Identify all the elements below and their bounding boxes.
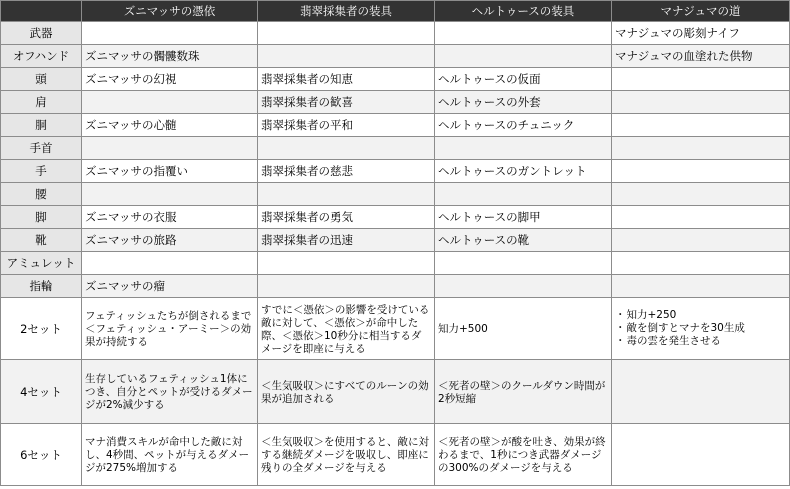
item-cell: 翡翠採集者の迅速 (258, 229, 435, 252)
bonus-text: 毒の雲を発生させる (626, 335, 721, 347)
item-cell (258, 45, 435, 68)
set-bonus-row-4 (1, 360, 790, 424)
set-bonus-cell: 知力+500 (435, 298, 612, 360)
slot-row-amulet (1, 252, 790, 275)
set-bonus-label: 4セット (1, 360, 82, 424)
item-cell (612, 229, 790, 252)
manajuma-2set-bonus-list (615, 309, 786, 348)
item-cell: ズニマッサの幻視 (82, 68, 258, 91)
slot-label: アミュレット (1, 252, 82, 275)
set-bonus-cell: 生存しているフェティッシュ1体につき、自分とペットが受けるダメージが2%減少する (82, 360, 258, 424)
item-cell: ズニマッサの旅路 (82, 229, 258, 252)
bonus-item: ・知力+250 (615, 309, 677, 321)
set-bonus-cell: ＜生気吸収＞を使用すると、敵に対する継続ダメージを吸収し、即座に残りの全ダメージを与える (258, 424, 435, 486)
item-cell: ヘルトゥースの脚甲 (435, 206, 612, 229)
slot-row-hands (1, 160, 790, 183)
slot-label: 靴 (1, 229, 82, 252)
set-bonus-label: 6セット (1, 424, 82, 486)
item-cell: ズニマッサの瘤 (82, 275, 258, 298)
item-cell (435, 45, 612, 68)
item-cell: ズニマッサの心髄 (82, 114, 258, 137)
item-cell: 翡翠採集者の勇気 (258, 206, 435, 229)
header-row (1, 1, 790, 22)
set-bonus-cell: ＜生気吸収＞にすべてのルーンの効果が追加される (258, 360, 435, 424)
item-cell (258, 183, 435, 206)
header-set-helltooth: ヘルトゥースの装具 (435, 1, 612, 22)
slot-label: 手首 (1, 137, 82, 160)
item-cell: ヘルトゥースのガントレット (435, 160, 612, 183)
item-cell (258, 137, 435, 160)
slot-label: 胴 (1, 114, 82, 137)
slot-row-wrists (1, 137, 790, 160)
set-bonus-cell (612, 424, 790, 486)
item-cell (82, 183, 258, 206)
header-set-manajuma: マナジュマの道 (612, 1, 790, 22)
item-cell (82, 91, 258, 114)
slot-label: 頭 (1, 68, 82, 91)
item-cell: マナジュマの血塗れた供物 (612, 45, 790, 68)
item-cell: 翡翠採集者の歓喜 (258, 91, 435, 114)
set-bonus-row-2 (1, 298, 790, 360)
slot-label: オフハンド (1, 45, 82, 68)
item-cell (612, 91, 790, 114)
item-cell: ズニマッサの衣服 (82, 206, 258, 229)
bonus-text: 敵を倒すとマナを30生成 (626, 322, 745, 334)
bonus-item: ・敵を倒すとマナを30生成 (615, 322, 745, 334)
slot-row-weapon (1, 22, 790, 45)
bonus-text: 知力+250 (626, 309, 677, 321)
set-bonus-cell: マナ消費スキルが命中した敵に対し、4秒間、ペットが与えるダメージが275%増加する (82, 424, 258, 486)
item-cell (612, 252, 790, 275)
slot-label: 武器 (1, 22, 82, 45)
item-cell (612, 68, 790, 91)
item-cell (258, 22, 435, 45)
item-cell: 翡翠採集者の平和 (258, 114, 435, 137)
item-cell: 翡翠採集者の知恵 (258, 68, 435, 91)
item-cell (612, 160, 790, 183)
slot-label: 腰 (1, 183, 82, 206)
set-bonus-cell: すでに＜憑依＞の影響を受けている敵に対して、＜憑依＞が命中した際、＜憑依＞10秒分に相当するダメージを即座に与える (258, 298, 435, 360)
set-bonus-label: 2セット (1, 298, 82, 360)
set-bonus-cell (612, 360, 790, 424)
slot-row-chest (1, 114, 790, 137)
item-cell: ズニマッサの髑髏数珠 (82, 45, 258, 68)
item-cell: ズニマッサの指覆い (82, 160, 258, 183)
item-cell: ヘルトゥースの仮面 (435, 68, 612, 91)
item-cell (435, 137, 612, 160)
item-cell: ヘルトゥースの外套 (435, 91, 612, 114)
item-cell: ヘルトゥースの靴 (435, 229, 612, 252)
set-bonus-cell: フェティッシュたちが倒されるまで＜フェティッシュ・アーミー＞の効果が持続する (82, 298, 258, 360)
item-cell (612, 275, 790, 298)
item-cell (612, 183, 790, 206)
item-cell (435, 22, 612, 45)
item-cell (435, 252, 612, 275)
slot-label: 手 (1, 160, 82, 183)
set-bonus-row-6 (1, 424, 790, 486)
item-cell: マナジュマの彫刻ナイフ (612, 22, 790, 45)
item-cell: 翡翠採集者の慈悲 (258, 160, 435, 183)
item-cell (612, 206, 790, 229)
set-bonus-cell: ＜死者の壁＞のクールダウン時間が2秒短縮 (435, 360, 612, 424)
header-corner (1, 1, 82, 22)
bonus-item: ・毒の雲を発生させる (615, 335, 721, 347)
slot-row-waist (1, 183, 790, 206)
item-cell (82, 137, 258, 160)
slot-row-shoulders (1, 91, 790, 114)
item-cell (258, 252, 435, 275)
slot-row-ring (1, 275, 790, 298)
item-cell (435, 275, 612, 298)
item-cell (612, 114, 790, 137)
slot-row-legs (1, 206, 790, 229)
set-bonus-cell: ＜死者の壁＞が酸を吐き、効果が終わるまで、1秒につき武器ダメージの300%のダメージを与える (435, 424, 612, 486)
slot-label: 肩 (1, 91, 82, 114)
slot-row-feet (1, 229, 790, 252)
slot-row-offhand (1, 45, 790, 68)
item-cell (82, 22, 258, 45)
header-set-zunimassa: ズニマッサの憑依 (82, 1, 258, 22)
item-cell (435, 183, 612, 206)
slot-label: 脚 (1, 206, 82, 229)
slot-label: 指輪 (1, 275, 82, 298)
item-cell (82, 252, 258, 275)
header-set-jade-harvester: 翡翠採集者の装具 (258, 1, 435, 22)
item-cell (258, 275, 435, 298)
item-cell: ヘルトゥースのチュニック (435, 114, 612, 137)
slot-row-head (1, 68, 790, 91)
item-cell (612, 137, 790, 160)
set-bonus-cell (612, 298, 790, 360)
